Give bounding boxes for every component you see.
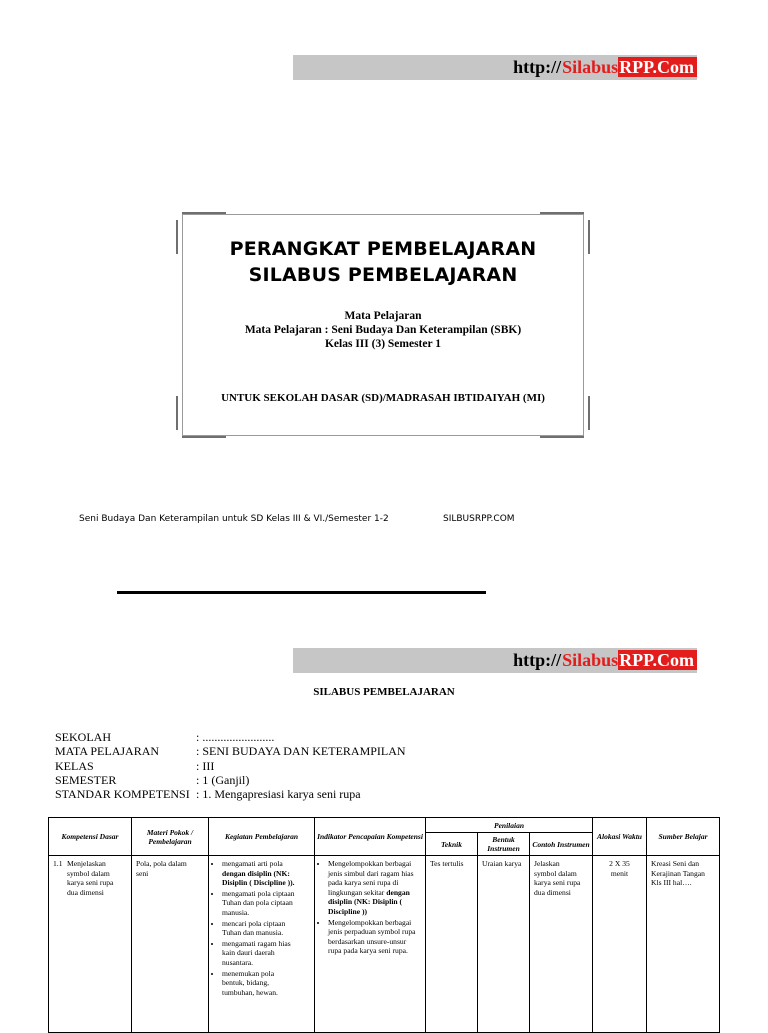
- meta-row: [55, 787, 406, 801]
- url-protocol: http://: [513, 57, 562, 77]
- site-url[interactable]: [513, 648, 697, 673]
- cell-sumber: Kreasi Seni dan Kerajinan Tangan Kls III hal….: [647, 856, 720, 1033]
- subject-line: Mata Pelajaran : Seni Budaya Dan Keterampilan (SBK): [244, 324, 522, 336]
- cover-title-line1: PERANGKAT PEMBELAJARAN: [229, 238, 537, 260]
- syllabus-table: [48, 817, 720, 1033]
- cell-kegiatan: [209, 856, 315, 1033]
- list-item: • mengamati arti pola dengan disiplin (NK: Disiplin ( Discipline )).: [222, 859, 296, 888]
- cell-alokasi: 2 X 35 menit: [593, 856, 647, 1033]
- cell-kompetensi-dasar: [49, 856, 132, 1033]
- school-line: UNTUK SEKOLAH DASAR (SD)/MADRASAH IBTIDAIYAH (MI): [221, 392, 545, 404]
- meta-value: : 1 (Ganjil): [196, 772, 250, 787]
- url-rpp: RPP.Com: [618, 57, 697, 77]
- meta-value: : 1. Mengapresiasi karya seni rupa: [196, 787, 361, 802]
- header-bentuk: Bentuk Instrumen: [478, 833, 530, 856]
- cover-title-line2: SILABUS PEMBELAJARAN: [248, 264, 518, 286]
- subject-heading: Mata Pelajaran: [344, 310, 422, 322]
- header-contoh: Contoh Instrumen: [530, 833, 593, 856]
- corner-decoration: [540, 436, 584, 438]
- meta-row: [55, 744, 406, 758]
- list-item: • menemukan pola bentuk, bidang, tumbuhan, hewan.: [222, 969, 296, 998]
- class-line: Kelas III (3) Semester 1: [324, 338, 442, 350]
- cover-frame: [176, 208, 590, 442]
- header-kegiatan: Kegiatan Pembelajaran: [209, 818, 315, 856]
- footer-left: Seni Budaya Dan Keterampilan untuk SD Kelas III & VI./Semester 1-2: [79, 514, 389, 524]
- meta-info: [55, 730, 406, 801]
- table-row: [49, 856, 720, 1033]
- url-silabus: Silabus: [562, 57, 619, 77]
- meta-label: STANDAR KOMPETENSI: [55, 787, 190, 802]
- footer-right: SILBUSRPP.COM: [443, 514, 515, 524]
- url-silabus: Silabus: [562, 650, 619, 670]
- header-kompetensi-dasar: Kompetensi Dasar: [49, 818, 132, 856]
- header-indikator: Indikator Pencapaian Kompetensi: [315, 818, 426, 856]
- meta-value: : III: [196, 758, 215, 773]
- site-banner-second: [293, 648, 697, 673]
- header-alokasi: Alokasi Waktu: [593, 818, 647, 856]
- kd-text: Menjelaskan symbol dalam karya seni rupa dua dimensi: [67, 859, 114, 897]
- url-rpp: RPP.Com: [618, 650, 697, 670]
- meta-label: KELAS: [55, 758, 94, 773]
- list-item: • Mengelompokkan berbagai jenis simbul dari ragam hias pada karya seni rupa di lingkungan sekitar dengan disiplin (NK: Disiplin ( Discipline )): [328, 859, 417, 917]
- silabus-title: SILABUS PEMBELAJARAN: [313, 686, 455, 698]
- corner-decoration: [540, 212, 584, 214]
- meta-label: SEKOLAH: [55, 730, 111, 744]
- site-url[interactable]: [513, 55, 697, 80]
- header-penilaian: Penilaian: [426, 818, 593, 833]
- list-item: • Mengelompokkan berbagai jenis perpaduan symbol rupa berdasarkan unsure-unsur rupa pada karya seni rupa.: [328, 918, 417, 956]
- meta-row: [55, 773, 406, 787]
- url-protocol: http://: [513, 650, 562, 670]
- cell-contoh: Jelaskan symbol dalam karya seni rupa dua dimensi: [530, 856, 593, 1033]
- header-materi: Materi Pokok / Pembelajaran: [132, 818, 209, 856]
- cell-teknik: Tes tertulis: [426, 856, 478, 1033]
- site-banner-top: [293, 55, 697, 80]
- corner-decoration: [182, 436, 226, 438]
- meta-value: : ........................: [196, 730, 275, 744]
- meta-row: [55, 759, 406, 773]
- header-sumber: Sumber Belajar: [647, 818, 720, 856]
- header-teknik: Teknik: [426, 833, 478, 856]
- list-item: • mencari pola ciptaan Tuhan dan manusia.: [222, 919, 296, 938]
- meta-value: : SENI BUDAYA DAN KETERAMPILAN: [196, 744, 406, 759]
- meta-label: SEMESTER: [55, 772, 117, 787]
- list-item: • mengamati pola ciptaan Tuhan dan pola ciptaan manusia.: [222, 889, 296, 918]
- kd-number: 1.1: [53, 859, 63, 868]
- cell-indikator: [315, 856, 426, 1033]
- page-divider: [117, 591, 486, 594]
- cell-bentuk: Uraian karya: [478, 856, 530, 1033]
- meta-row: [55, 730, 406, 744]
- corner-decoration: [182, 212, 226, 214]
- meta-label: MATA PELAJARAN: [55, 744, 160, 759]
- cell-materi: Pola, pola dalam seni: [132, 856, 209, 1033]
- list-item: • mengamati ragam hias kain dauri daerah nusantara.: [222, 939, 296, 968]
